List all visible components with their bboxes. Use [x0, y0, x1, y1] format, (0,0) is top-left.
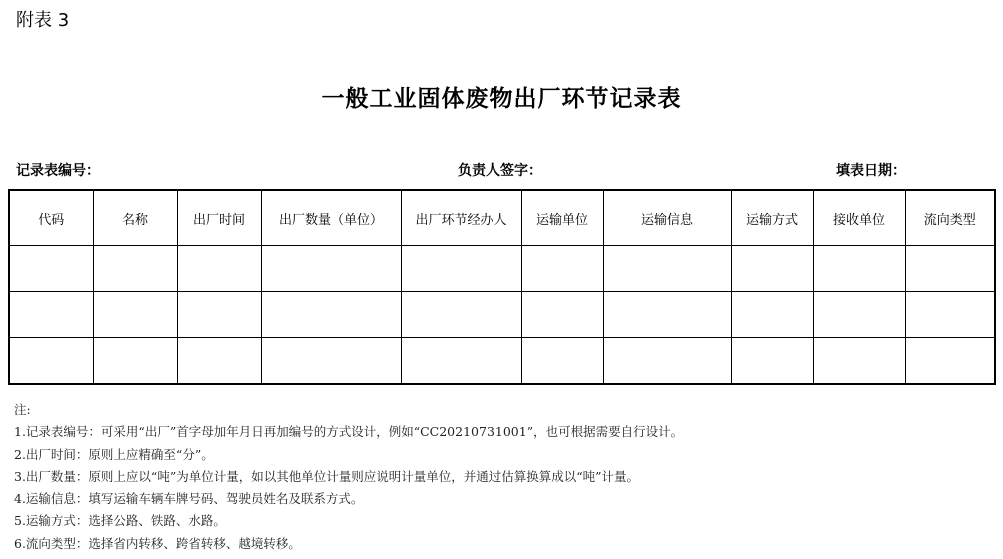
- column-header: 代码: [9, 190, 93, 246]
- notes: [14, 399, 683, 555]
- table-cell[interactable]: [731, 246, 813, 292]
- record-table: [8, 189, 996, 385]
- table-cell[interactable]: [9, 246, 93, 292]
- table-cell[interactable]: [93, 292, 177, 338]
- table-cell[interactable]: [905, 246, 995, 292]
- table-row: [9, 292, 995, 338]
- appendix-label: 附表 3: [16, 10, 70, 31]
- table-cell[interactable]: [521, 338, 603, 385]
- column-header: 出厂环节经办人: [401, 190, 521, 246]
- note-item: 1.记录表编号：可采用“出厂”首字母加年月日再加编号的方式设计，例如“CC20210731001”，也可根据需要自行设计。: [14, 424, 684, 440]
- table-cell[interactable]: [603, 292, 731, 338]
- table-cell[interactable]: [731, 338, 813, 385]
- note-item: 3.出厂数量：原则上应以“吨”为单位计量，如以其他单位计量则应说明计量单位，并通过估算换算成以“吨”计量。: [14, 468, 639, 484]
- column-header: 接收单位: [813, 190, 905, 246]
- table-header-row: [9, 190, 995, 246]
- table-cell[interactable]: [813, 246, 905, 292]
- page-title: 一般工业固体废物出厂环节记录表: [321, 86, 682, 112]
- table-cell[interactable]: [401, 338, 521, 385]
- table-cell[interactable]: [813, 292, 905, 338]
- note-item: 5.运输方式：选择公路、铁路、水路。: [14, 513, 226, 529]
- column-header: 运输方式: [731, 190, 813, 246]
- table-cell[interactable]: [731, 292, 813, 338]
- table-cell[interactable]: [9, 338, 93, 385]
- table-cell[interactable]: [521, 292, 603, 338]
- table-cell[interactable]: [177, 338, 261, 385]
- column-header: 出厂时间: [177, 190, 261, 246]
- column-header: 名称: [93, 190, 177, 246]
- notes-heading: 注:: [14, 402, 31, 417]
- table-cell[interactable]: [93, 246, 177, 292]
- table-row: [9, 338, 995, 385]
- note-item: 4.运输信息：填写运输车辆车牌号码、驾驶员姓名及联系方式。: [14, 491, 364, 507]
- table-cell[interactable]: [261, 246, 401, 292]
- table-cell[interactable]: [177, 292, 261, 338]
- column-header: 运输单位: [521, 190, 603, 246]
- table-cell[interactable]: [401, 246, 521, 292]
- table-cell[interactable]: [813, 338, 905, 385]
- table-cell[interactable]: [261, 338, 401, 385]
- note-item: 2.出厂时间：原则上应精确至“分”。: [14, 446, 214, 462]
- table-cell[interactable]: [603, 338, 731, 385]
- record-number-label: 记录表编号：: [16, 163, 100, 179]
- table-cell[interactable]: [905, 338, 995, 385]
- note-item: 6.流向类型：选择省内转移、跨省转移、越境转移。: [14, 535, 301, 551]
- table-cell[interactable]: [177, 246, 261, 292]
- date-label: 填表日期：: [836, 163, 906, 179]
- signature-label: 负责人签字：: [458, 163, 542, 179]
- table-cell[interactable]: [9, 292, 93, 338]
- table-cell[interactable]: [93, 338, 177, 385]
- table-cell[interactable]: [603, 246, 731, 292]
- table-cell[interactable]: [401, 292, 521, 338]
- table-cell[interactable]: [905, 292, 995, 338]
- column-header: 流向类型: [905, 190, 995, 246]
- column-header: 出厂数量（单位）: [261, 190, 401, 246]
- table-cell[interactable]: [521, 246, 603, 292]
- table-row: [9, 246, 995, 292]
- table-cell[interactable]: [261, 292, 401, 338]
- column-header: 运输信息: [603, 190, 731, 246]
